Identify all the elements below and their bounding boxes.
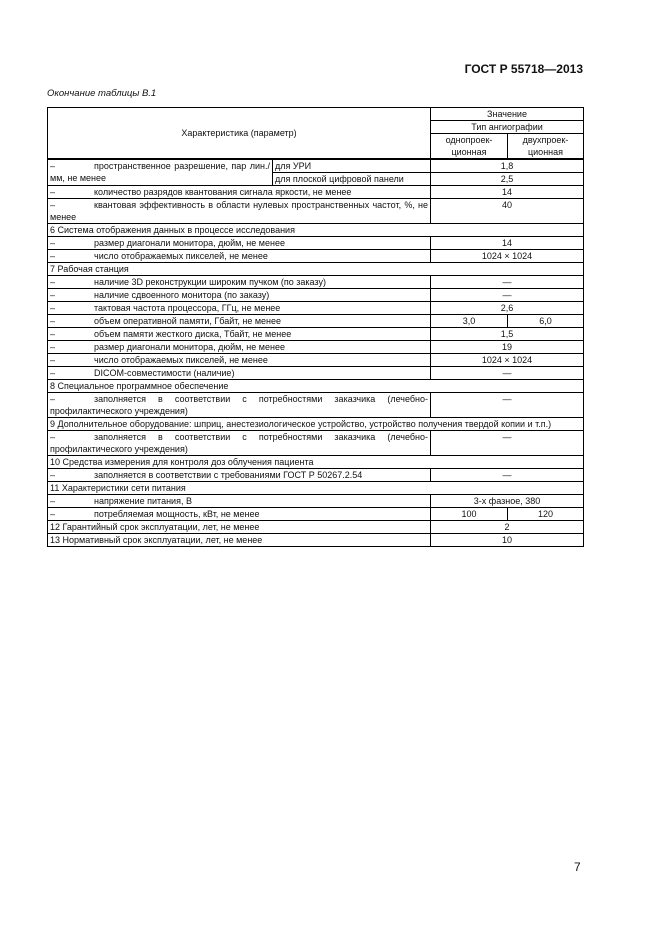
single-projection-value: 100 bbox=[431, 508, 508, 521]
param-header: Характеристика (параметр) bbox=[48, 108, 431, 160]
section-row bbox=[48, 456, 584, 469]
row-value: 10 bbox=[431, 534, 584, 547]
row-value: 14 bbox=[431, 237, 584, 250]
table-row bbox=[48, 315, 584, 328]
dash: – bbox=[50, 368, 56, 378]
row-text: DICOM-совместимости (наличие) bbox=[94, 368, 235, 378]
section-title: 9 Дополнительное оборудование: шприц, анестезиологическое устройство, устройство получения твердой копии и т.п.) bbox=[48, 418, 584, 431]
table-row bbox=[48, 341, 584, 354]
row-value: — bbox=[431, 393, 584, 418]
row-value: — bbox=[431, 469, 584, 482]
row-text: напряжение питания, В bbox=[94, 496, 192, 506]
row-text: объем оперативной памяти, Гбайт, не менее bbox=[94, 316, 282, 326]
dash: – bbox=[50, 251, 56, 261]
table-row bbox=[48, 431, 584, 456]
row-label bbox=[48, 328, 431, 341]
row-value: 1024 × 1024 bbox=[431, 250, 584, 263]
row-value: 2 bbox=[431, 521, 584, 534]
table-row bbox=[48, 534, 584, 547]
double-projection-header: двухпроек-ционная bbox=[508, 134, 584, 160]
row-label bbox=[48, 237, 431, 250]
row-label bbox=[48, 367, 431, 380]
row-value: 3-х фазное, 380 bbox=[431, 495, 584, 508]
row-text: пространственное разрешение, пар лин./мм, не менее bbox=[50, 161, 270, 183]
table-row bbox=[48, 186, 584, 199]
dash: – bbox=[50, 329, 56, 339]
table-row bbox=[48, 393, 584, 418]
section-title: 7 Рабочая станция bbox=[48, 263, 584, 276]
table-row bbox=[48, 250, 584, 263]
row-text: тактовая частота процессора, ГГц, не менее bbox=[94, 303, 281, 313]
row-label: 13 Нормативный срок эксплуатации, лет, не менее bbox=[48, 534, 431, 547]
row-label bbox=[48, 276, 431, 289]
header-row bbox=[48, 108, 584, 121]
dash: – bbox=[50, 303, 56, 313]
row-value: 14 bbox=[431, 186, 584, 199]
row-text: заполняется в соответствии с потребностями заказчика (лечебно-профилактического учреждения) bbox=[50, 394, 428, 416]
row-text: объем памяти жесткого диска, Тбайт, не менее bbox=[94, 329, 292, 339]
table-row bbox=[48, 521, 584, 534]
row-text: квантовая эффективность в области нулевых пространственных частот, %, не менее bbox=[50, 200, 428, 222]
row-label bbox=[48, 315, 431, 328]
row-label: 12 Гарантийный срок эксплуатации, лет, не менее bbox=[48, 521, 431, 534]
section-title: 8 Специальное программное обеспечение bbox=[48, 380, 584, 393]
row-label bbox=[48, 431, 431, 456]
section-title: 6 Система отображения данных в процессе исследования bbox=[48, 224, 584, 237]
section-title: 10 Средства измерения для контроля доз облучения пациента bbox=[48, 456, 584, 469]
dash: – bbox=[50, 200, 56, 210]
row-value: 2,5 bbox=[431, 173, 584, 186]
standard-number: ГОСТ Р 55718—2013 bbox=[464, 62, 583, 76]
sub-label: для УРИ bbox=[273, 159, 431, 173]
row-value: 1,5 bbox=[431, 328, 584, 341]
row-text: размер диагонали монитора, дюйм, не менее bbox=[94, 238, 285, 248]
table-caption: Окончание таблицы В.1 bbox=[47, 88, 157, 99]
table-row bbox=[48, 328, 584, 341]
table-row bbox=[48, 302, 584, 315]
row-value: 1,8 bbox=[431, 159, 584, 173]
row-label bbox=[48, 289, 431, 302]
dash: – bbox=[50, 277, 56, 287]
row-label bbox=[48, 186, 431, 199]
row-text: наличие 3D реконструкции широким пучком (по заказу) bbox=[94, 277, 326, 287]
dash: – bbox=[50, 316, 56, 326]
dash: – bbox=[50, 290, 56, 300]
row-text: размер диагонали монитора, дюйм, не менее bbox=[94, 342, 285, 352]
row-value: — bbox=[431, 289, 584, 302]
row-value: — bbox=[431, 431, 584, 456]
table-row bbox=[48, 495, 584, 508]
row-value: — bbox=[431, 276, 584, 289]
double-projection-value: 120 bbox=[508, 508, 584, 521]
table-row bbox=[48, 276, 584, 289]
single-projection-value: 3,0 bbox=[431, 315, 508, 328]
dash: – bbox=[50, 509, 56, 519]
table-row bbox=[48, 237, 584, 250]
page-number: 7 bbox=[574, 860, 581, 874]
dash: – bbox=[50, 342, 56, 352]
section-row bbox=[48, 380, 584, 393]
section-row bbox=[48, 263, 584, 276]
dash: – bbox=[50, 161, 56, 171]
section-row bbox=[48, 418, 584, 431]
table-row bbox=[48, 354, 584, 367]
section-title: 11 Характеристики сети питания bbox=[48, 482, 584, 495]
row-text: число отображаемых пикселей, не менее bbox=[94, 251, 268, 261]
row-value: 19 bbox=[431, 341, 584, 354]
characteristics-table bbox=[47, 107, 584, 547]
row-label bbox=[48, 508, 431, 521]
row-value: 2,6 bbox=[431, 302, 584, 315]
dash: – bbox=[50, 187, 56, 197]
row-label bbox=[48, 393, 431, 418]
row-text: заполняется в соответствии с требованиями ГОСТ Р 50267.2.54 bbox=[94, 470, 363, 480]
table-row bbox=[48, 289, 584, 302]
dash: – bbox=[50, 355, 56, 365]
row-label bbox=[48, 495, 431, 508]
row-label bbox=[48, 354, 431, 367]
table-row bbox=[48, 199, 584, 224]
row-label bbox=[48, 199, 431, 224]
row-text: количество разрядов квантования сигнала яркости, не менее bbox=[94, 187, 352, 197]
row-label bbox=[48, 250, 431, 263]
row-label bbox=[48, 341, 431, 354]
dash: – bbox=[50, 394, 56, 404]
dash: – bbox=[50, 238, 56, 248]
row-value: 40 bbox=[431, 199, 584, 224]
row-text: число отображаемых пикселей, не менее bbox=[94, 355, 268, 365]
table-row bbox=[48, 508, 584, 521]
double-projection-value: 6,0 bbox=[508, 315, 584, 328]
value-header: Значение bbox=[431, 108, 584, 121]
resolution-label bbox=[48, 159, 273, 186]
row-value: 1024 × 1024 bbox=[431, 354, 584, 367]
row-text: заполняется в соответствии с потребностями заказчика (лечебно-профилактического учреждения) bbox=[50, 432, 428, 454]
row-text: наличие сдвоенного монитора (по заказу) bbox=[94, 290, 270, 300]
section-row bbox=[48, 482, 584, 495]
row-label bbox=[48, 302, 431, 315]
single-projection-header: однопроек-ционная bbox=[431, 134, 508, 160]
dash: – bbox=[50, 432, 56, 442]
table-row bbox=[48, 367, 584, 380]
table-row bbox=[48, 159, 584, 173]
row-text: потребляемая мощность, кВт, не менее bbox=[94, 509, 260, 519]
row-label bbox=[48, 469, 431, 482]
dash: – bbox=[50, 470, 56, 480]
table-row bbox=[48, 469, 584, 482]
dash: – bbox=[50, 496, 56, 506]
row-value: — bbox=[431, 367, 584, 380]
sub-label: для плоской цифровой панели bbox=[273, 173, 431, 186]
type-header: Тип ангиографии bbox=[431, 121, 584, 134]
section-row bbox=[48, 224, 584, 237]
